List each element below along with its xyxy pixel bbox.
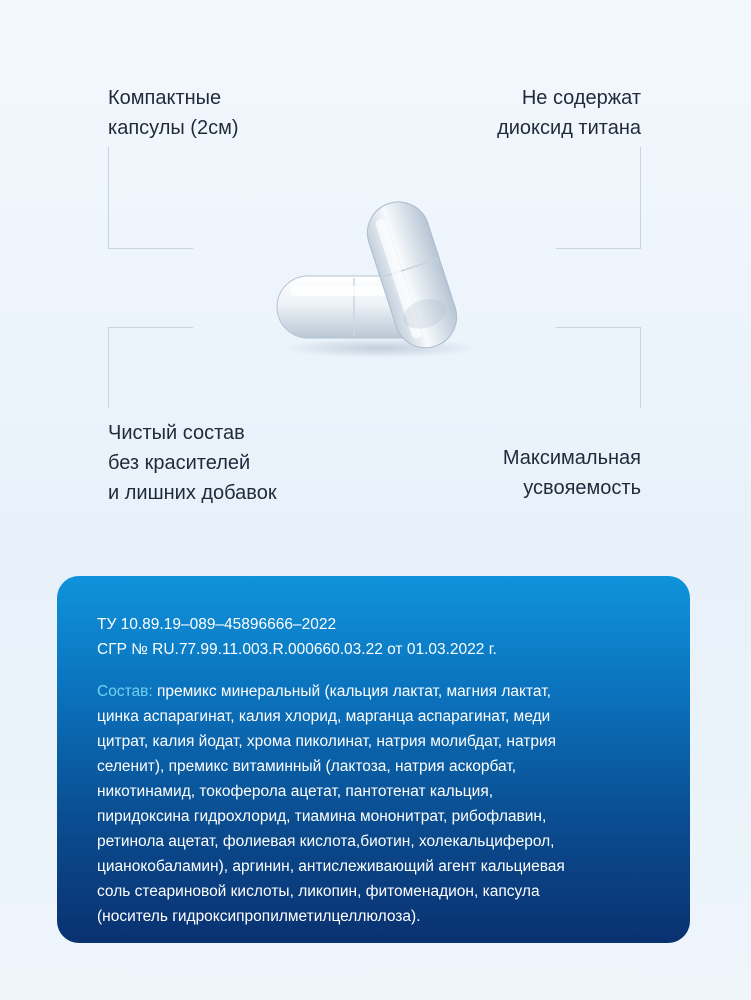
feature-text-line: усвояемость — [523, 477, 641, 499]
capsules-image — [262, 198, 492, 363]
feature-text-line: и лишних добавок — [108, 482, 277, 504]
feature-no-titanium-dioxide — [497, 83, 641, 143]
composition-line: селенит), премикс витаминный (лактоза, натрия аскорбат, — [97, 758, 517, 775]
registration-info — [97, 612, 650, 662]
composition-text-part: премикс минеральный (кальция лактат, магния лактат, — [152, 683, 551, 700]
feature-text-line: Максимальная — [502, 447, 641, 469]
composition-line: соль стеариновой кислоты, ликопин, фитоменадион, капсула — [97, 883, 540, 900]
feature-text-line: Компактные — [108, 87, 222, 109]
composition-line — [97, 679, 650, 704]
divider-bracket-bottom-right — [556, 327, 641, 408]
composition-line: цитрат, калия йодат, хрома пиколинат, натрия молибдат, натрия — [97, 733, 556, 750]
composition-line: цианокобаламин), аргинин, антислеживающий агент кальциевая — [97, 858, 565, 875]
composition-text — [97, 679, 650, 929]
composition-line: ретинола ацетат, фолиевая кислота,биотин, холекальциферол, — [97, 833, 555, 850]
feature-text-line: без красителей — [108, 452, 251, 474]
composition-line: пиридоксина гидрохлорид, тиамина мононитрат, рибофлавин, — [97, 808, 547, 825]
product-info-card — [57, 576, 690, 943]
feature-max-absorption — [503, 443, 641, 503]
feature-clean-composition — [108, 418, 277, 508]
sgr-number: СГР № RU.77.99.11.003.R.000660.03.22 от 01.03.2022 г. — [97, 641, 497, 658]
feature-text-line: Чистый состав — [108, 422, 245, 444]
composition-line: цинка аспарагинат, калия хлорид, марганца аспарагинат, меди — [97, 708, 551, 725]
feature-text-line: диоксид титана — [497, 117, 641, 139]
feature-text-line: Не содержат — [521, 87, 641, 109]
divider-bracket-top-left — [108, 147, 193, 249]
feature-compact-capsules — [108, 83, 239, 143]
composition-label: Состав: — [97, 683, 153, 700]
composition-line: (носитель гидроксипропилметилцеллюлоза). — [97, 908, 421, 925]
divider-bracket-bottom-left — [108, 327, 193, 408]
feature-text-line: капсулы (2см) — [108, 117, 239, 139]
divider-bracket-top-right — [556, 147, 641, 249]
tu-number: ТУ 10.89.19–089–45896666–2022 — [97, 616, 337, 633]
composition-line: никотинамид, токоферола ацетат, пантотенат кальция, — [97, 783, 494, 800]
